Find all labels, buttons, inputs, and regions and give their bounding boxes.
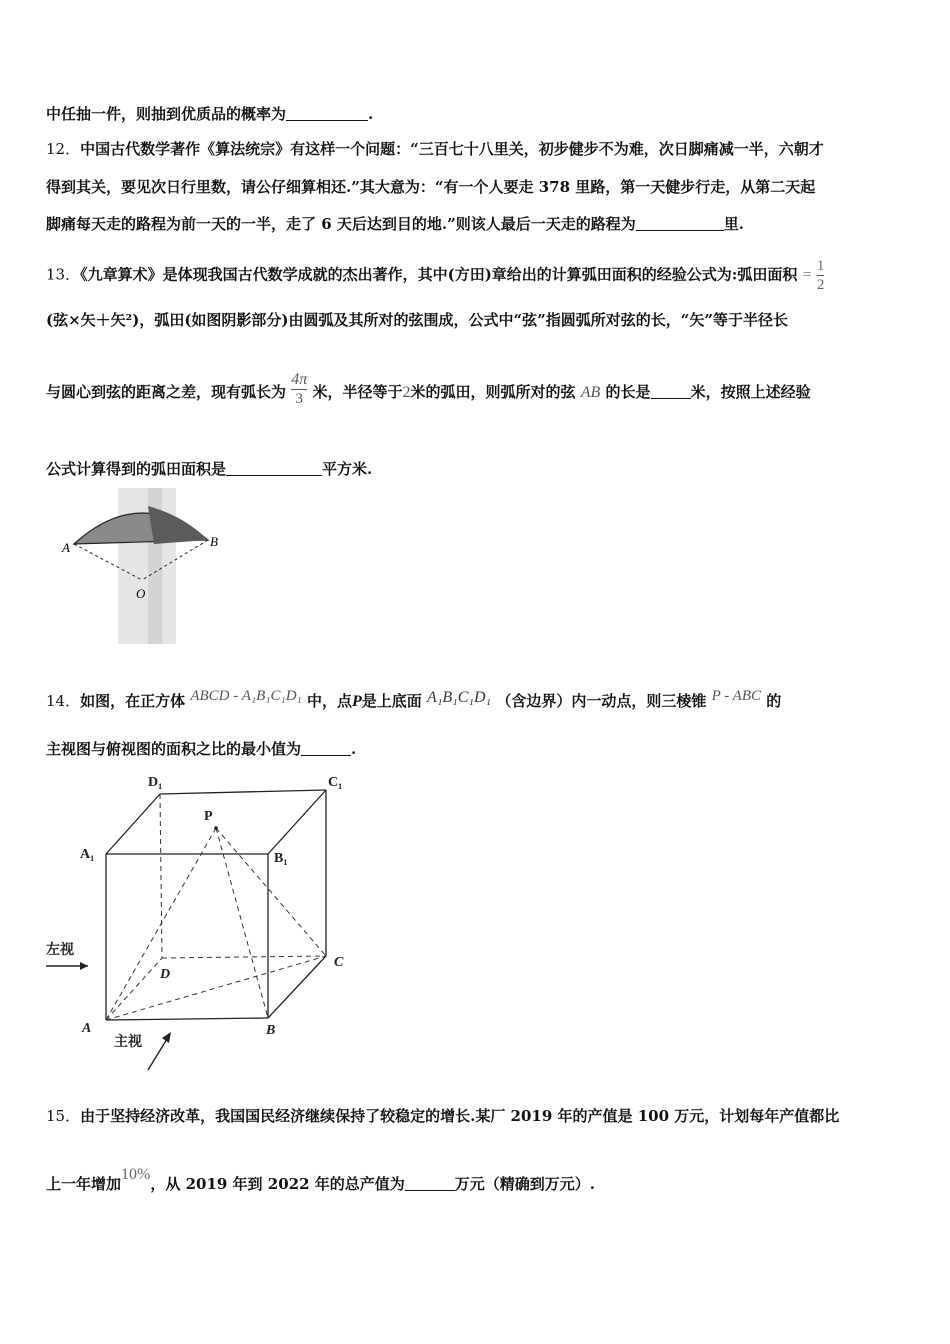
q13-text-3e: 米，按照上述经验 — [690, 383, 811, 401]
edge-DC-hidden — [162, 956, 326, 958]
q12-end: 里. — [723, 215, 744, 233]
label-A1: A₁ — [80, 847, 95, 862]
segment-PB — [216, 828, 268, 1018]
edge-D1C1 — [160, 790, 326, 794]
label-A: A — [62, 540, 70, 555]
label-C1: C₁ — [328, 775, 343, 790]
q12-number: 12． — [46, 140, 81, 158]
edge-B1C1 — [268, 790, 326, 854]
q13-text-3b: 米，半径等于 — [312, 383, 403, 401]
q13-number: 13． — [46, 265, 81, 284]
label-B: B — [266, 1023, 276, 1038]
q15-line1 — [46, 1105, 839, 1126]
q12-line3 — [46, 213, 744, 234]
q13-area-blank[interactable] — [226, 461, 322, 476]
q15-line2 — [46, 1166, 595, 1194]
edge-BC — [268, 956, 326, 1018]
q13-equals: = — [802, 266, 812, 284]
q12-line1 — [46, 138, 824, 159]
q14-text-d: （含边界）内一动点，则三棱锥 — [496, 692, 707, 710]
q11-line — [46, 103, 373, 124]
q14-text-a: 如图，在正方体 — [80, 692, 186, 710]
q13-text-4: 公式计算得到的弧田面积是 — [46, 460, 227, 478]
q14-text-e: 的 — [766, 692, 782, 710]
label-C: C — [334, 955, 344, 970]
q13-radius: 2 — [402, 384, 411, 401]
q14-number: 14． — [46, 692, 81, 710]
label-front-view: 主视 — [114, 1034, 142, 1050]
q12-text-1: 中国古代数学著作《算法统宗》有这样一个问题：“三百七十八里关，初步健步不为难，次日脚痛减一半，六朝才 — [80, 140, 824, 158]
q12-answer-blank[interactable] — [636, 216, 724, 231]
q13-arc-fraction — [291, 372, 307, 407]
q15-text-1: 由于坚持经济改革，我国国民经济继续保持了较稳定的增长.某厂 2019 年的产值是 100 万元，计划每年产值都比 — [80, 1107, 840, 1125]
q13-line3 — [46, 372, 811, 407]
label-D1: D₁ — [148, 775, 163, 790]
q14-cube-figure — [40, 766, 370, 1076]
diagonal-AC — [106, 956, 326, 1020]
q12-line2 — [46, 176, 815, 197]
q14-line1 — [46, 688, 781, 711]
q14-text-b: 中，点 — [307, 692, 353, 710]
label-B: B — [210, 534, 218, 549]
label-B1: B₁ — [274, 851, 288, 866]
q14-point-p: P — [352, 693, 362, 710]
edge-A1D1 — [106, 794, 160, 854]
q13-chord-blank[interactable] — [651, 384, 691, 399]
point-P — [214, 826, 218, 830]
segment-PA — [106, 828, 216, 1020]
q14-end: . — [351, 740, 357, 758]
q13-text-3a: 与圆心到弦的距离之差，现有弧长为 — [46, 383, 287, 401]
q13-text-1: 《九章算术》是体现我国古代数学成就的杰出著作，其中(方田)章给出的计算弧田面积的经验公式为:弧田面积 — [80, 265, 798, 284]
q11-answer-blank[interactable] — [286, 106, 368, 121]
q14-text-c: 是上底面 — [361, 692, 422, 710]
label-left-view: 左视 — [46, 942, 74, 958]
q11-text: 中任抽一件，则抽到优质品的概率为 — [46, 105, 287, 123]
q12-text-2: 得到其关，要见次日行里数，请公仔细算相还.”其大意为：“有一个人要走 378 里路，第一天健步行走，从第二天起 — [46, 178, 816, 196]
q15-text-2a: 上一年增加 — [46, 1175, 122, 1193]
edge-AD-hidden — [106, 958, 162, 1020]
q15-number: 15． — [46, 1107, 81, 1125]
q14-text-2: 主视图与俯视图的面积之比的最小值为 — [46, 740, 302, 758]
label-O: O — [136, 586, 146, 601]
q13-line2 — [46, 309, 788, 330]
q15-text-2c: 万元（精确到万元）. — [454, 1175, 595, 1193]
q15-answer-blank[interactable] — [405, 1176, 455, 1191]
front-view-arrowhead — [162, 1032, 171, 1043]
edge-AB — [106, 1018, 268, 1020]
q15-text-2b: ，从 2019 年到 2022 年的总产值为 — [150, 1175, 405, 1193]
q14-face-name: A₁B₁C₁D₁ — [427, 689, 492, 706]
label-D: D — [160, 967, 171, 982]
q13-text-3c: 米的弧田，则弧所对的弦 — [410, 383, 576, 401]
q14-cube-name: ABCD - A₁B₁C₁D₁ — [190, 688, 302, 704]
q13-arc-den: 3 — [295, 391, 303, 407]
label-A: A — [82, 1021, 92, 1036]
q13-arc-field-figure — [60, 488, 220, 644]
q13-half-fraction — [817, 258, 825, 293]
q13-text-3d: 的长是 — [605, 383, 651, 401]
q13-line4 — [46, 458, 372, 479]
q15-rate: 10% — [121, 1166, 151, 1183]
q13-frac-den: 2 — [816, 277, 825, 293]
label-P: P — [204, 809, 213, 824]
q13-text-2: (弦×矢＋矢²)，弧田(如图阴影部分)由圆弧及其所对的弦围成，公式中“弦”指圆弧所对弦的长，“矢”等于半径长 — [46, 311, 789, 329]
segment-PC — [216, 828, 326, 956]
scan-shadow-band — [118, 488, 176, 644]
q13-arc-num: 4π — [291, 371, 308, 388]
q14-answer-blank[interactable] — [301, 741, 351, 756]
left-view-arrowhead — [80, 962, 88, 970]
q13-end: 平方米. — [322, 460, 373, 478]
q13-chord: AB — [580, 384, 601, 401]
q14-pyramid-name: P - ABC — [711, 688, 762, 704]
edge-DD1-hidden — [160, 794, 162, 958]
q13-line1 — [46, 258, 824, 293]
q11-end: . — [368, 105, 374, 123]
q12-text-3: 脚痛每天走的路程为前一天的一半，走了 6 天后达到目的地.”则该人最后一天走的路程为 — [46, 215, 636, 233]
q14-line2 — [46, 738, 356, 759]
q13-frac-num: 1 — [816, 258, 825, 274]
